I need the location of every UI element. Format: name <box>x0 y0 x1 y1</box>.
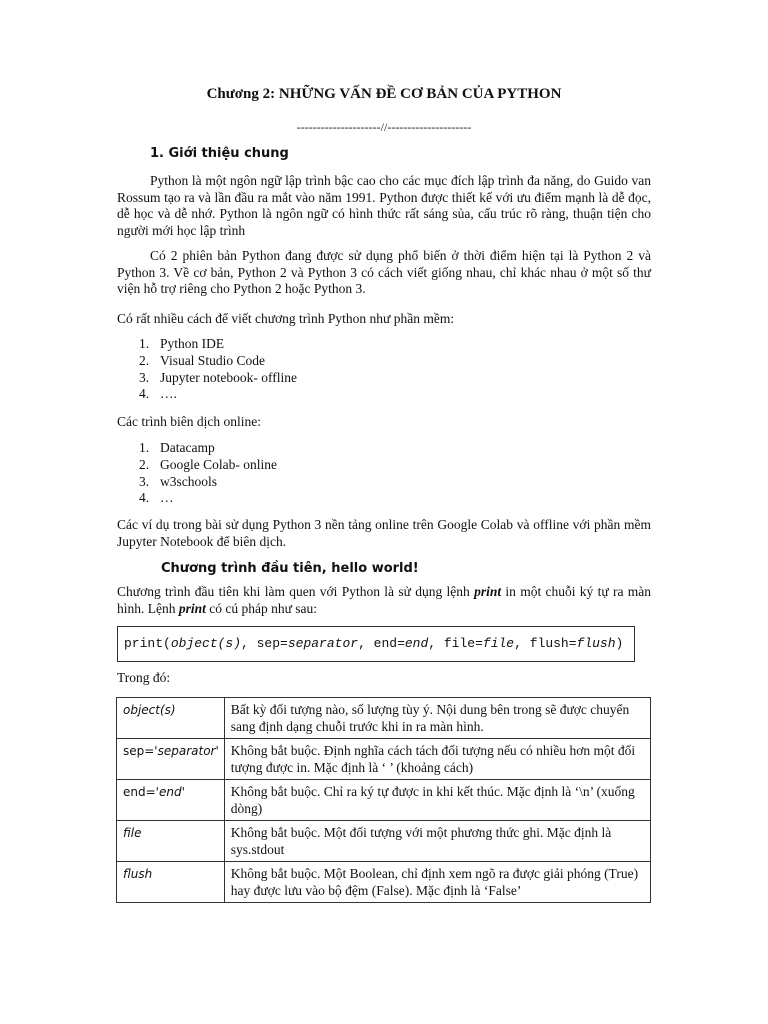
param-description: Bất kỳ đối tượng nào, số lượng tùy ý. Nội dung bên trong sẽ được chuyển sang định dạng chuỗi trước khi in ra màn hình. <box>224 698 650 739</box>
param-description: Không bắt buộc. Một đối tượng với một phương thức ghi. Mặc định là sys.stdout <box>224 821 650 862</box>
parameter-table <box>116 697 651 903</box>
table-row <box>117 780 651 821</box>
software-list <box>117 336 651 403</box>
list-item: 4. …. <box>139 386 177 402</box>
paragraph-python-intro: Python là một ngôn ngữ lập trình bậc cao cho các mục đích lập trình đa năng, do Guido van Rossum tạo ra và lần đầu ra mắt vào năm 1991. Python được thiết kế với ưu điểm mạnh là dễ đọc, dễ học và dễ nhớ. Python là ngôn ngữ có hình thức rất sáng sủa, cấu trúc rõ ràng, thuận tiện cho người mới học lập trình <box>117 173 651 238</box>
table-row <box>117 698 651 739</box>
paragraph-online-compilers: Các trình biên dịch online: <box>117 414 261 429</box>
paragraph-python-versions: Có 2 phiên bản Python đang được sử dụng phổ biến ở thời điểm hiện tại là Python 2 và Python 3. Về cơ bản, Python 2 và Python 3 có cách viết giống nhau, chỉ khác nhau ở một số thư viện hỗ trợ riêng cho Python 2 hoặc Python 3. <box>117 248 651 296</box>
table-row <box>117 821 651 862</box>
section-heading-hello-world: Chương trình đầu tiên, hello world! <box>161 561 419 576</box>
chapter-title: Chương 2: NHỮNG VẤN ĐỀ CƠ BẢN CỦA PYTHON <box>206 86 562 102</box>
paragraph-where: Trong đó: <box>117 670 171 685</box>
list-item: 2. Google Colab- online <box>139 456 277 472</box>
print-syntax-code-box: print(object(s), sep=separator, end=end, file=file, flush=flush) <box>117 626 635 662</box>
param-name: end='end' <box>117 780 225 821</box>
paragraph-print-intro: Chương trình đầu tiên khi làm quen với Python là sử dụng lệnh print in một chuỗi ký tự ra màn hình. Lệnh print có cú pháp như sau: <box>117 584 652 616</box>
list-item: 3. Jupyter notebook- offline <box>139 369 297 385</box>
list-item: 1. Python IDE <box>139 336 225 351</box>
param-description: Không bắt buộc. Chỉ ra ký tự được in khi kết thúc. Mặc định là ‘\n’ (xuống dòng) <box>224 780 650 821</box>
list-item: 2. Visual Studio Code <box>139 352 265 368</box>
paragraph-ways-to-write: Có rất nhiều cách để viết chương trình Python như phần mềm: <box>117 311 455 326</box>
param-description: Không bắt buộc. Định nghĩa cách tách đối tượng nếu có nhiều hơn một đối tượng được in. Mặc định là ‘ ’ (khoảng cách) <box>224 739 650 780</box>
param-name: object(s) <box>117 698 225 739</box>
list-item: 1. Datacamp <box>139 440 215 455</box>
table-row <box>117 862 651 903</box>
section-heading-intro: 1. Giới thiệu chung <box>150 146 289 161</box>
divider-line: ---------------------//--------------------- <box>296 120 472 134</box>
online-compiler-list <box>117 440 651 507</box>
table-row <box>117 739 651 780</box>
param-name: sep='separator' <box>117 739 225 780</box>
paragraph-examples-note: Các ví dụ trong bài sử dụng Python 3 nền tảng online trên Google Colab và offline với phần mềm Jupyter Notebook để biên dịch. <box>117 517 651 549</box>
list-item: 3. w3schools <box>139 473 217 489</box>
param-description: Không bắt buộc. Một Boolean, chỉ định xem ngõ ra được giải phóng (True) hay được lưu vào bộ đệm (False). Mặc định là ‘False’ <box>224 862 650 903</box>
param-name: flush <box>117 862 225 903</box>
list-item: 4. … <box>139 490 174 506</box>
param-name: file <box>117 821 225 862</box>
